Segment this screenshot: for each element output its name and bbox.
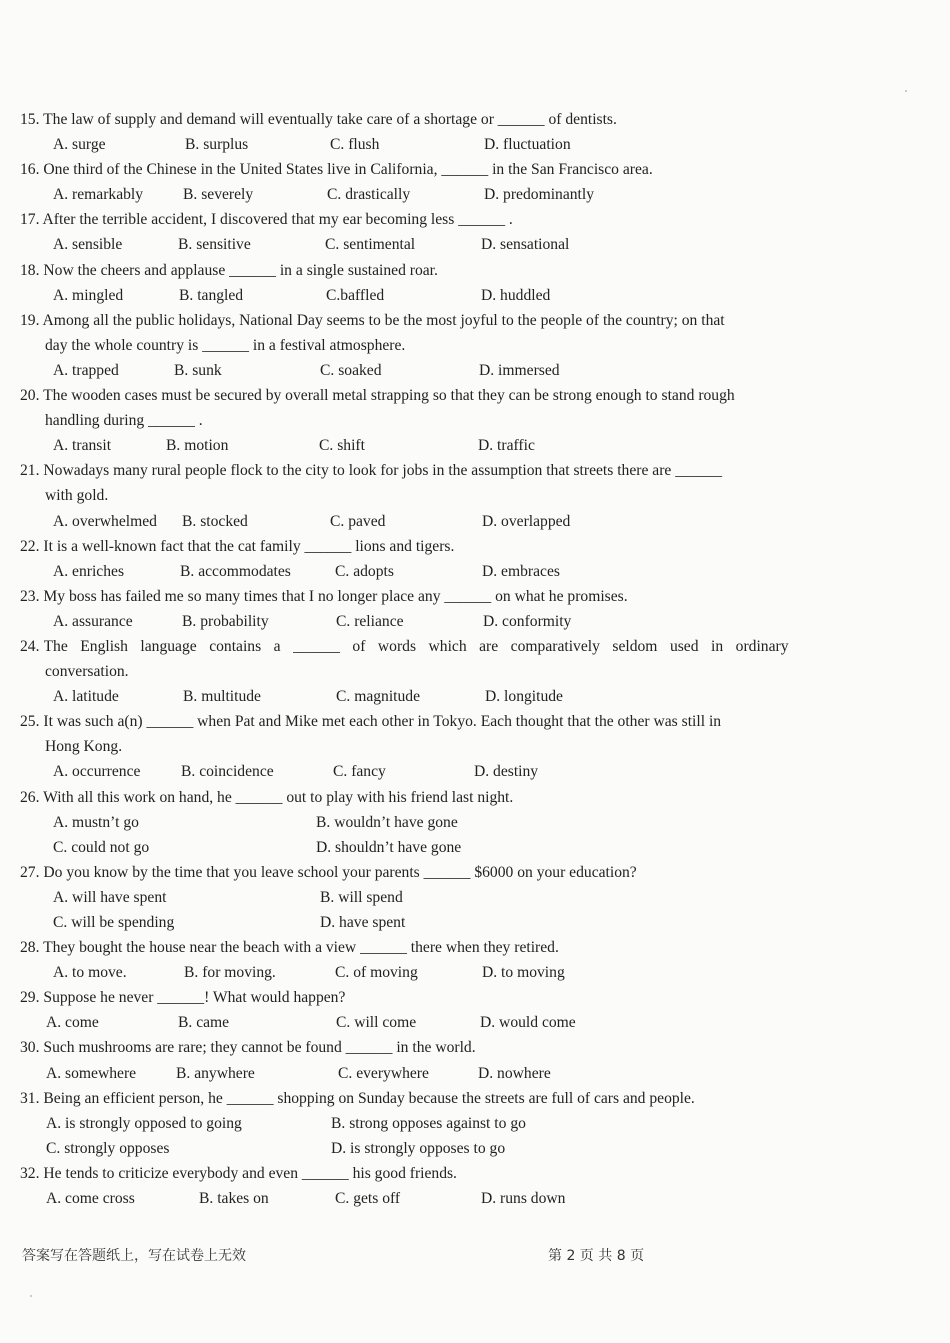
answer-option-d[interactable]: D. destiny — [474, 763, 539, 781]
question-text: conversation. — [45, 663, 129, 681]
options-row — [0, 759, 950, 784]
answer-option-a[interactable]: A. sensible — [53, 236, 123, 254]
question-text: Being an efficient person, he ______ shopping on Sunday because the streets are full of cars and people. — [43, 1089, 695, 1107]
answer-option-c[interactable]: C. will come — [336, 1014, 417, 1032]
answer-option-d[interactable]: D. huddled — [481, 286, 551, 304]
footer-instruction: 答案写在答题纸上，写在试卷上无效 — [22, 1248, 246, 1264]
answer-option-b[interactable]: B. probability — [182, 612, 269, 630]
question-18 — [0, 258, 950, 308]
answer-option-a[interactable]: A. come cross — [46, 1190, 135, 1208]
question-number: 31. — [20, 1089, 40, 1107]
question-stem — [0, 534, 950, 559]
answer-option-d[interactable]: D. embraces — [482, 562, 560, 580]
answer-option-b[interactable]: B. severely — [183, 186, 254, 204]
answer-option-b[interactable]: B. strong opposes against to go — [331, 1114, 526, 1132]
options-row — [0, 1136, 950, 1161]
answer-option-d[interactable]: D. fluctuation — [484, 136, 571, 154]
answer-option-d[interactable]: D. traffic — [478, 437, 535, 455]
answer-option-b[interactable]: B. motion — [166, 437, 229, 455]
answer-option-d[interactable]: D. predominantly — [484, 186, 595, 204]
answer-option-a[interactable]: A. occurrence — [53, 763, 141, 781]
options-row — [0, 509, 950, 534]
question-27 — [0, 860, 950, 935]
question-list — [0, 107, 950, 1211]
options-row — [0, 182, 950, 207]
answer-option-c[interactable]: C. of moving — [335, 964, 418, 982]
page-number: 第 2 页 共 8 页 — [548, 1248, 645, 1264]
question-stem — [0, 935, 950, 960]
question-text: The law of supply and demand will eventually take care of a shortage or ______ of dentists. — [43, 111, 617, 128]
answer-option-c[interactable]: C.baffled — [326, 286, 385, 304]
question-stem — [0, 157, 950, 182]
question-stem — [0, 1035, 950, 1060]
question-stem-continued — [0, 483, 950, 508]
answer-option-d[interactable]: D. is strongly opposes to go — [331, 1139, 506, 1157]
scan-speck — [905, 90, 907, 92]
question-number: 23. — [20, 587, 40, 605]
options-row — [0, 1111, 950, 1136]
question-text: My boss has failed me so many times that I no longer place any ______ on what he promises. — [43, 587, 628, 605]
answer-option-d[interactable]: D. have spent — [320, 914, 406, 931]
answer-option-a[interactable]: A. assurance — [53, 612, 133, 630]
question-23 — [0, 584, 950, 634]
answer-option-b[interactable]: B. anywhere — [176, 1064, 255, 1082]
question-number: 15. — [20, 111, 40, 128]
question-22 — [0, 534, 950, 584]
answer-option-b[interactable]: B. stocked — [182, 512, 248, 530]
answer-option-d[interactable]: D. runs down — [481, 1190, 566, 1208]
answer-option-b[interactable]: B. will spend — [320, 888, 403, 906]
question-text: handling during ______ . — [45, 412, 203, 430]
question-text: They bought the house near the beach with a view ______ there when they retired. — [43, 939, 559, 957]
question-32 — [0, 1161, 950, 1211]
answer-option-c[interactable]: C. soaked — [320, 361, 382, 379]
question-number: 25. — [20, 713, 40, 731]
answer-option-d[interactable]: D. overlapped — [482, 512, 571, 530]
question-stem — [0, 1161, 950, 1186]
answer-option-b[interactable]: B. came — [178, 1014, 230, 1032]
answer-option-c[interactable]: C. sentimental — [325, 236, 416, 254]
question-stem — [0, 985, 950, 1010]
question-text: Nowadays many rural people flock to the city to look for jobs in the assumption that streets there are ______ — [43, 462, 723, 480]
question-stem-continued — [0, 734, 950, 759]
answer-option-a[interactable]: A. surge — [53, 136, 106, 154]
question-25 — [0, 709, 950, 784]
question-stem — [0, 207, 950, 232]
answer-option-d[interactable]: D. would come — [480, 1014, 576, 1032]
answer-option-a[interactable]: A. somewhere — [46, 1064, 137, 1082]
question-29 — [0, 985, 950, 1035]
question-number: 26. — [20, 788, 40, 806]
question-text: day the whole country is ______ in a festival atmosphere. — [45, 336, 406, 354]
options-row — [0, 1061, 950, 1086]
question-stem — [0, 860, 950, 885]
options-row — [0, 1010, 950, 1035]
options-row — [0, 609, 950, 634]
options-row — [0, 684, 950, 709]
question-stem-continued — [0, 659, 950, 684]
answer-option-c[interactable]: C. drastically — [327, 186, 411, 204]
question-text: He tends to criticize everybody and even ______ his good friends. — [43, 1164, 457, 1182]
answer-option-c[interactable]: C. flush — [330, 136, 380, 154]
question-19 — [0, 308, 950, 383]
answer-option-a[interactable]: A. remarkably — [53, 186, 144, 204]
question-17 — [0, 207, 950, 257]
scan-speck — [30, 1295, 32, 1297]
question-24 — [0, 634, 950, 709]
options-row — [0, 960, 950, 985]
question-number: 17. — [20, 211, 40, 229]
answer-option-a[interactable]: A. is strongly opposed to going — [46, 1114, 242, 1132]
question-number: 20. — [20, 387, 40, 405]
question-text: Hong Kong. — [45, 738, 123, 756]
answer-option-b[interactable]: B. takes on — [199, 1190, 269, 1208]
answer-option-c[interactable]: C. fancy — [333, 763, 386, 781]
question-number: 22. — [20, 537, 40, 555]
question-16 — [0, 157, 950, 207]
question-number: 28. — [20, 939, 40, 957]
answer-option-a[interactable]: A. come — [46, 1014, 99, 1032]
options-row — [0, 835, 950, 860]
question-number: 19. — [20, 311, 40, 329]
question-stem — [0, 458, 950, 483]
question-text: One third of the Chinese in the United States live in California, ______ in the San Francisco area. — [43, 161, 653, 179]
answer-option-a[interactable]: A. to move. — [53, 964, 127, 982]
question-28 — [0, 935, 950, 985]
answer-option-b[interactable]: B. sensitive — [178, 236, 251, 254]
options-row — [0, 810, 950, 835]
question-21 — [0, 458, 950, 533]
answer-option-b[interactable]: B. wouldn’t have gone — [316, 813, 458, 831]
answer-option-d[interactable]: D. sensational — [481, 236, 570, 254]
question-text: Among all the public holidays, National Day seems to be the most joyful to the people of the country; on that — [42, 311, 725, 329]
answer-option-b[interactable]: B. tangled — [179, 286, 244, 304]
answer-option-c[interactable]: C. paved — [330, 512, 386, 530]
question-15 — [0, 107, 950, 157]
question-stem — [0, 634, 950, 659]
answer-option-b[interactable]: B. surplus — [185, 136, 249, 154]
question-stem — [0, 107, 950, 132]
answer-option-b[interactable]: B. sunk — [174, 361, 222, 379]
question-31 — [0, 1086, 950, 1161]
answer-option-a[interactable]: A. enriches — [53, 562, 125, 580]
answer-option-a[interactable]: A. transit — [53, 437, 112, 455]
answer-option-b[interactable]: B. for moving. — [184, 964, 276, 982]
question-text: with gold. — [45, 487, 109, 505]
question-text: Such mushrooms are rare; they cannot be found ______ in the world. — [43, 1039, 476, 1057]
answer-option-c[interactable]: C. shift — [319, 437, 365, 455]
question-number: 27. — [20, 863, 40, 881]
question-number: 29. — [20, 989, 40, 1007]
options-row — [0, 132, 950, 157]
answer-option-b[interactable]: B. accommodates — [180, 562, 291, 580]
question-stem-continued — [0, 408, 950, 433]
options-row — [0, 232, 950, 257]
options-row — [0, 1186, 950, 1211]
question-number: 21. — [20, 462, 40, 480]
question-number: 32. — [20, 1164, 40, 1182]
question-text: It was such a(n) ______ when Pat and Mike met each other in Tokyo. Each thought that the other was still in — [43, 713, 722, 731]
question-number: 18. — [20, 261, 40, 279]
answer-option-a[interactable]: A. trapped — [53, 361, 119, 379]
question-text: It is a well-known fact that the cat family ______ lions and tigers. — [43, 537, 455, 555]
answer-option-d[interactable]: D. immersed — [479, 361, 560, 379]
options-row — [0, 283, 950, 308]
question-stem — [0, 785, 950, 810]
question-text: The English language contains a ______ of words which are comparatively seldom used in ordinary — [43, 637, 789, 655]
question-text: Now the cheers and applause ______ in a single sustained roar. — [43, 261, 438, 279]
question-26 — [0, 785, 950, 860]
answer-option-d[interactable]: D. shouldn’t have gone — [316, 838, 462, 856]
options-row — [0, 885, 950, 910]
answer-option-b[interactable]: B. multitude — [183, 688, 261, 706]
options-row — [0, 358, 950, 383]
answer-option-c[interactable]: C. everywhere — [338, 1064, 429, 1082]
question-number: 16. — [20, 161, 40, 179]
question-stem — [0, 709, 950, 734]
question-stem — [0, 308, 950, 333]
question-stem-continued — [0, 333, 950, 358]
question-30 — [0, 1035, 950, 1085]
options-row — [0, 559, 950, 584]
answer-option-c[interactable]: C. could not go — [53, 838, 150, 856]
question-20 — [0, 383, 950, 458]
question-text: The wooden cases must be secured by overall metal strapping so that they can be strong enough to stand rough — [43, 387, 735, 405]
question-text: After the terrible accident, I discovered that my ear becoming less ______ . — [42, 211, 513, 229]
options-row — [0, 433, 950, 458]
answer-option-a[interactable]: A. overwhelmed — [53, 512, 157, 530]
question-number: 30. — [20, 1039, 40, 1057]
question-stem — [0, 584, 950, 609]
question-stem — [0, 258, 950, 283]
answer-option-c[interactable]: C. will be spending — [53, 914, 175, 931]
question-text: With all this work on hand, he ______ out to play with his friend last night. — [43, 788, 514, 806]
answer-option-b[interactable]: B. coincidence — [181, 763, 274, 781]
answer-option-a[interactable]: A. mustn’t go — [53, 813, 139, 831]
answer-option-a[interactable]: A. latitude — [53, 688, 119, 706]
answer-option-c[interactable]: C. magnitude — [336, 688, 421, 706]
answer-option-c[interactable]: C. adopts — [335, 562, 394, 580]
answer-option-c[interactable]: C. reliance — [336, 612, 404, 630]
answer-option-c[interactable]: C. gets off — [335, 1190, 401, 1208]
question-stem — [0, 383, 950, 408]
answer-option-d[interactable]: D. longitude — [485, 688, 563, 706]
answer-option-a[interactable]: A. will have spent — [53, 888, 167, 906]
question-text: Suppose he never ______! What would happen? — [43, 989, 346, 1007]
question-text: Do you know by the time that you leave school your parents ______ $6000 on your education? — [43, 863, 637, 881]
answer-option-d[interactable]: D. to moving — [482, 964, 565, 982]
question-number: 24. — [20, 637, 40, 655]
answer-option-d[interactable]: D. conformity — [483, 612, 572, 630]
answer-option-a[interactable]: A. mingled — [53, 286, 124, 304]
options-row — [0, 910, 950, 935]
question-stem — [0, 1086, 950, 1111]
answer-option-d[interactable]: D. nowhere — [478, 1064, 551, 1082]
answer-option-c[interactable]: C. strongly opposes — [46, 1139, 170, 1157]
